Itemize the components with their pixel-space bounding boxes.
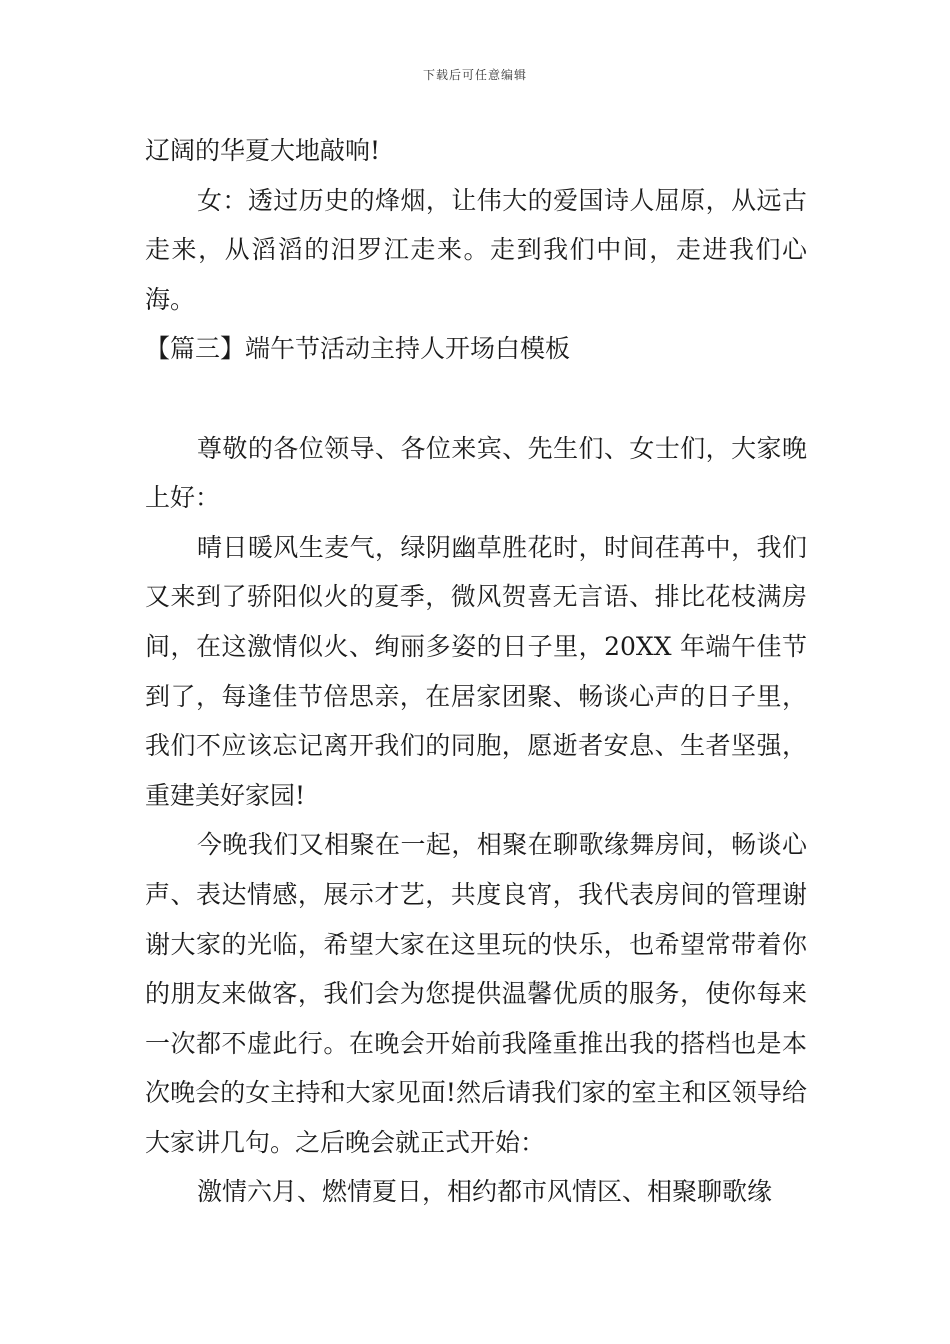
section-heading: 【篇三】端午节活动主持人开场白模板 <box>145 334 571 364</box>
paragraph-gathering: 今晚我们又相聚在一起，相聚在聊歌缘舞房间，畅谈心声、表达情感，展示才艺，共度良宵，我代表房间的管理谢谢大家的光临，希望大家在这里玩的快乐，也希望常带着你的朋友来做客，我们会为您提供温馨优质的服务，使你每来一次都不虚此行。在晚会开始前我隆重推出我的搭档也是本次晚会的女主持和大家见面!然后请我们家的室主和区领导给大家讲几句。之后晚会就正式开始： <box>145 830 807 1157</box>
page-header: 下载后可任意编辑 <box>422 68 527 82</box>
paragraph-continuation: 辽阔的华夏大地敲响! <box>145 136 381 165</box>
document-body <box>145 126 807 1217</box>
paragraph-season-intro: 晴日暖风生麦气，绿阴幽草胜花时，时间荏苒中，我们又来到了骄阳似火的夏季，微风贺喜无言语、排比花枝满房间，在这激情似火、绚丽多姿的日子里，20XX 年端午佳节到了，每逢佳节倍思亲，在居家团聚、畅谈心声的日子里，我们不应该忘记离开我们的同胞，愿逝者安息、生者坚强，重建美好家园! <box>145 532 807 810</box>
paragraph-female-host-line: 女：透过历史的烽烟，让伟大的爱国诗人屈原，从远古走来，从滔滔的汨罗江走来。走到我们中间，走进我们心海。 <box>145 185 807 314</box>
paragraph-passion: 激情六月、燃情夏日，相约都市风情区、相聚聊歌缘 <box>197 1177 773 1207</box>
paragraph-greeting: 尊敬的各位领导、各位来宾、先生们、女士们，大家晚上好： <box>145 433 807 513</box>
